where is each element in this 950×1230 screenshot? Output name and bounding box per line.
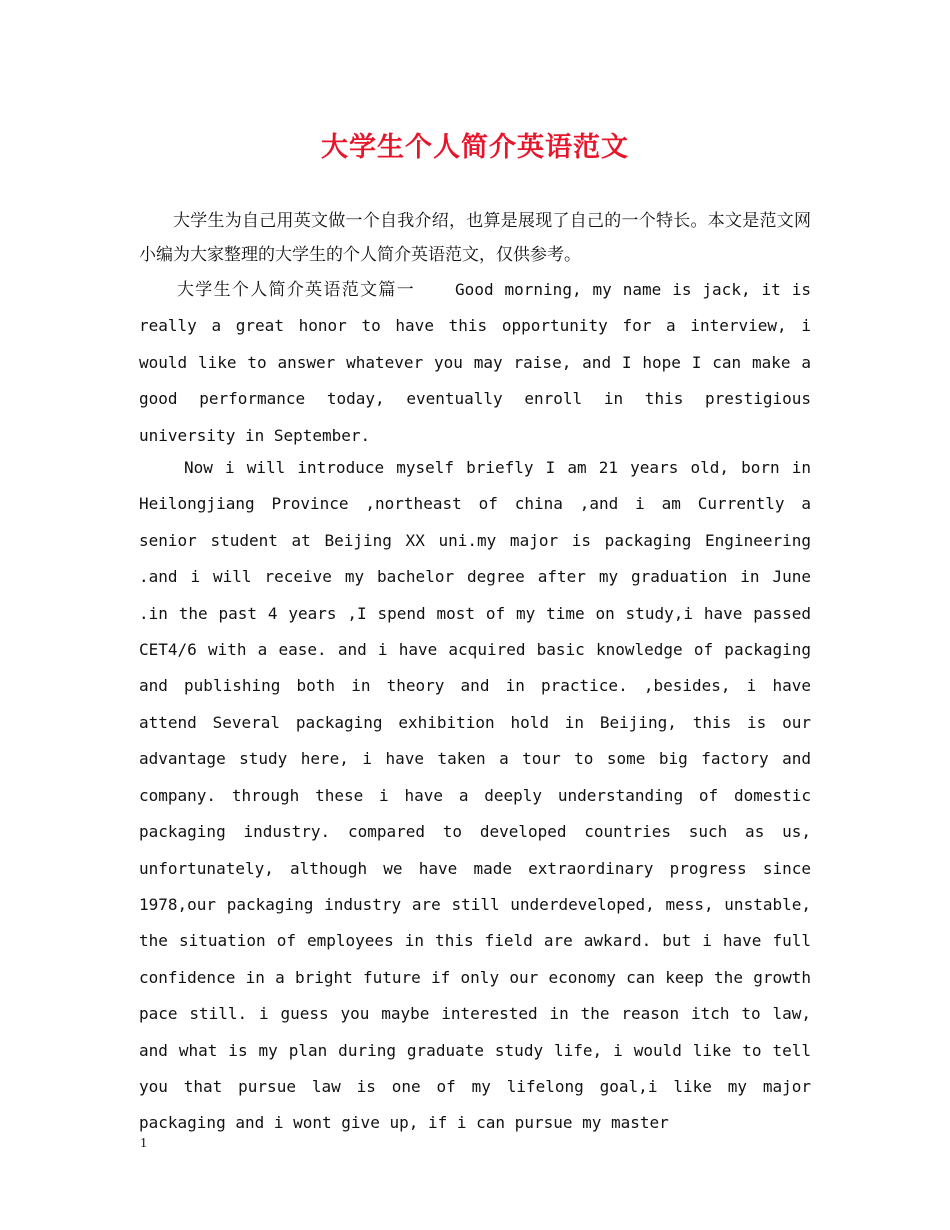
paragraph-1-text: Good morning, my name is jack, it is really a great honor to have this opportunity for a interview, i would like to answer whatever you may raise, and I hope I can make a good performance today, eventually enroll in this prestigious university in September. (139, 280, 812, 445)
section-label: 大学生个人简介英语范文篇一 (177, 280, 416, 300)
page-number: 1 (140, 1136, 147, 1151)
document-title: 大学生个人简介英语范文 (321, 132, 629, 163)
second-essay-paragraph: Now i will introduce myself briefly I am 21 years old, born in Heilongjiang Province ,northeast of china ,and i am Currently a senior student at Beijing XX uni.my major is packaging Engineering .and i will receive my bachelor degree after my graduation in June .in the past 4 years ,I spend most of my time on study,i have passed CET4/6 with a ease. and i have acquired basic knowledge of packaging and publishing both in theory and in practice. ,besides, i have attend Several packaging exhibition hold in Beijing, this is our advantage study here, i have taken a tour to some big factory and company. through these i have a deeply understanding of domestic packaging industry. compared to developed countries such as us, unfortunately, although we have made extraordinary progress since 1978,our packaging industry are still underdeveloped, mess, unstable, the situation of employees in this field are awkard. but i have full confidence in a bright future if only our economy can keep the growth pace still. i guess you maybe interested in the reason itch to law, and what is my plan during graduate study life, i would like to tell you that pursue law is one of my lifelong goal,i like my major packaging and i wont give up, if i can pursue my master (139, 458, 811, 1133)
document-body (139, 204, 811, 1142)
intro-paragraph: 大学生为自己用英文做一个自我介绍，也算是展现了自己的一个特长。本文是范文网小编为大家整理的大学生的个人简介英语范文，仅供参考。 (139, 211, 811, 265)
first-essay-paragraph (139, 272, 811, 454)
